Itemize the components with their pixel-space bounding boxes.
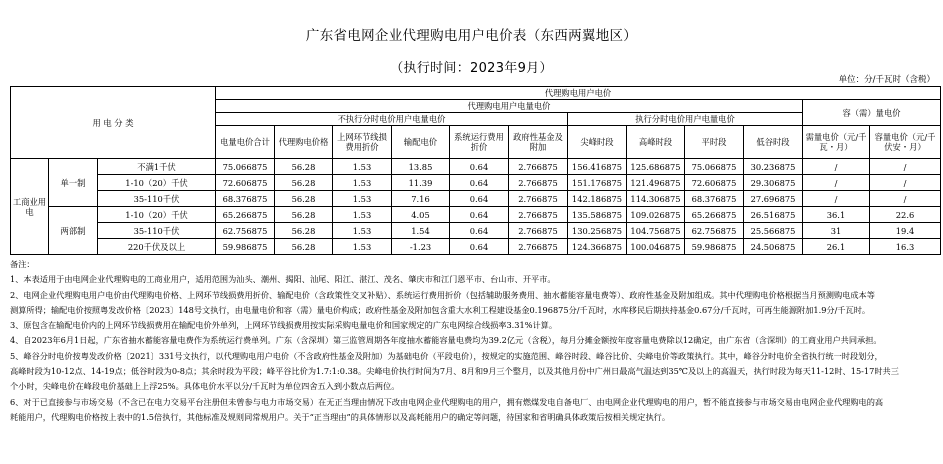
table-row xyxy=(11,159,941,175)
note-line: 4、自2023年6月1日起，广东省抽水蓄能容量电费作为系统运行费单列。广东（含深圳）第三监管周期各年度抽水蓄能容量电费均为39.2亿元（含税），每月分摊金额按年度容量电费除以12确定，由广东省（含深圳）的工商业用户共同承担。 xyxy=(10,335,882,346)
cell: 68.376875 xyxy=(685,191,744,207)
col-header: 容量电价（元/千伏安・月） xyxy=(870,126,941,159)
note-line: 6、对于已直接参与市场交易（不含已在电力交易平台注册但未曾参与电力市场交易）在无正当理由情况下改由电网企业代理购电的用户，拥有燃煤发电自备电厂、由电网企业代理购电的用户，暂不能直接参与市场交易由电网企业代理购电的高 xyxy=(10,396,884,407)
subgroup-cell: 两部制 xyxy=(49,207,98,255)
table-row xyxy=(11,191,941,207)
cell: 124.366875 xyxy=(568,239,627,255)
cell: 142.186875 xyxy=(568,191,627,207)
cell: 0.64 xyxy=(450,223,509,239)
category-cell: 工商业用电 xyxy=(11,159,49,255)
cell: 0.64 xyxy=(450,207,509,223)
cell: 0.64 xyxy=(450,159,509,175)
col-header: 输配电价 xyxy=(392,126,450,159)
group-agency-price: 代理购电用户电价 xyxy=(216,87,941,100)
cell: 72.606875 xyxy=(216,175,275,191)
cell: 62.756875 xyxy=(216,223,275,239)
voltage-cell: 1-10（20）千伏 xyxy=(98,175,216,191)
col-header: 需量电价（元/千瓦・月） xyxy=(803,126,870,159)
cell: 16.3 xyxy=(870,239,941,255)
cell: 0.64 xyxy=(450,175,509,191)
cell: 114.306875 xyxy=(627,191,685,207)
cell: / xyxy=(803,175,870,191)
cell: 56.28 xyxy=(275,207,333,223)
price-table xyxy=(10,86,941,255)
col-header: 政府性基金及附加 xyxy=(509,126,568,159)
cell: 26.1 xyxy=(803,239,870,255)
cell: 24.506875 xyxy=(744,239,803,255)
group-tou: 执行分时电价用户电量电价 xyxy=(568,113,803,126)
cell: 13.85 xyxy=(392,159,450,175)
cell: 2.766875 xyxy=(509,175,568,191)
note-line: 5、峰谷分时电价按粤发改价格〔2021〕331号文执行，以代理购电用户电价（不含政府性基金及附加）为基础电价（平段电价），按规定的实施范围、峰谷时段、峰谷比价、尖峰电价等政策执行。其中，峰谷分时电价全省执行统一时段划分， xyxy=(10,350,883,361)
cell: 121.496875 xyxy=(627,175,685,191)
notes-section xyxy=(10,257,940,425)
col-header: 代理购电价格 xyxy=(275,126,333,159)
cell: 2.766875 xyxy=(509,239,568,255)
table-row xyxy=(11,207,941,223)
cell: 27.696875 xyxy=(744,191,803,207)
cell: 2.766875 xyxy=(509,159,568,175)
subgroup-cell: 单一制 xyxy=(49,159,98,207)
cell: 7.16 xyxy=(392,191,450,207)
cell: 1.53 xyxy=(333,239,392,255)
cell: 36.1 xyxy=(803,207,870,223)
cell: 0.64 xyxy=(450,239,509,255)
cell: 56.28 xyxy=(275,191,333,207)
voltage-cell: 1-10（20）千伏 xyxy=(98,207,216,223)
cell: 2.766875 xyxy=(509,207,568,223)
table-row xyxy=(11,239,941,255)
cell: 25.566875 xyxy=(744,223,803,239)
cell: / xyxy=(870,175,941,191)
col-header: 上网环节线损费用折价 xyxy=(333,126,392,159)
table-row xyxy=(11,223,941,239)
voltage-cell: 220千伏及以上 xyxy=(98,239,216,255)
cell: 1.53 xyxy=(333,223,392,239)
cell: 59.986875 xyxy=(685,239,744,255)
note-line: 测算所得；输配电价按照粤发改价格〔2023〕148号文执行，由电量电价和容（需）量电价构成；政府性基金及附加包含重大水利工程建设基金0.196875分/千瓦时，水库移民后期扶持基金0.67分/千瓦时，可再生能源附加1.9分/千瓦时。 xyxy=(10,304,871,315)
cell: 1.53 xyxy=(333,191,392,207)
cell: 68.376875 xyxy=(216,191,275,207)
col-header: 平时段 xyxy=(685,126,744,159)
cell: 26.516875 xyxy=(744,207,803,223)
cell: 56.28 xyxy=(275,159,333,175)
note-line: 高峰时段为10-12点、14-19点；低谷时段为0-8点；其余时段为平段；峰平谷比价为1.7:1:0.38。尖峰电价执行时间为7月、8月和9月三个整月，以及其他月份中广州日最高气温达到35℃及以上的高温天，执行时段为每天11-12时、15-17时共三 xyxy=(10,366,899,377)
cell: / xyxy=(870,159,941,175)
voltage-cell: 35-110千伏 xyxy=(98,223,216,239)
col-header: 系统运行费用折价 xyxy=(450,126,509,159)
cell: 11.39 xyxy=(392,175,450,191)
cell: 65.266875 xyxy=(216,207,275,223)
note-line: 3、原包含在输配电价内的上网环节线损费用在输配电价外单列，上网环节线损费用按实际采购电量电价和国家规定的广东电网综合线损率3.31%计算。 xyxy=(10,320,558,331)
note-line: 耗能用户，代理购电价格按上表中的1.5倍执行，其他标准及规则同常规用户。关于“正当理由”的具体情形以及高耗能用户的确定等问题，待国家和省明确具体政策后按相关规定执行。 xyxy=(10,411,671,422)
cell: 135.586875 xyxy=(568,207,627,223)
cell: 56.28 xyxy=(275,175,333,191)
voltage-cell: 不满1千伏 xyxy=(98,159,216,175)
cell: 2.766875 xyxy=(509,191,568,207)
page-title: 广东省电网企业代理购电用户电价表（东西两翼地区） xyxy=(305,28,638,44)
cell: / xyxy=(870,191,941,207)
cell: 72.606875 xyxy=(685,175,744,191)
effective-date: （执行时间：2023年9月） xyxy=(390,61,553,76)
cell: 1.54 xyxy=(392,223,450,239)
cell: 2.766875 xyxy=(509,223,568,239)
cell: 31 xyxy=(803,223,870,239)
group-energy-price: 代理购电用户电量电价 xyxy=(216,100,803,113)
col-header: 电量电价合计 xyxy=(216,126,275,159)
cell: 56.28 xyxy=(275,223,333,239)
cell: 0.64 xyxy=(450,191,509,207)
group-capacity-price: 容（需）量电价 xyxy=(803,100,941,126)
category-header xyxy=(11,87,216,159)
notes-label: 备注： xyxy=(10,259,35,269)
cell: 1.53 xyxy=(333,207,392,223)
voltage-cell: 35-110千伏 xyxy=(98,191,216,207)
cell: -1.23 xyxy=(392,239,450,255)
cell: 109.026875 xyxy=(627,207,685,223)
note-line: 1、本表适用于由电网企业代理购电的工商业用户，适用范围为汕头、潮州、揭阳、汕尾、阳江、湛江、茂名、肇庆市和江门恩平市、台山市、开平市。 xyxy=(10,274,556,285)
cell: / xyxy=(803,191,870,207)
cell: 75.066875 xyxy=(216,159,275,175)
cell: 1.53 xyxy=(333,175,392,191)
cell: 30.236875 xyxy=(744,159,803,175)
cell: 62.756875 xyxy=(685,223,744,239)
cell: 59.986875 xyxy=(216,239,275,255)
cell: 156.416875 xyxy=(568,159,627,175)
col-header: 高峰时段 xyxy=(627,126,685,159)
cell: 75.066875 xyxy=(685,159,744,175)
group-non-tou: 不执行分时电价用户电量电价 xyxy=(216,113,568,126)
note-line: 个小时，尖峰电价在峰段电价基础上上浮25%。具体电价水平以分/千瓦时为单位四舍五入到小数点后两位。 xyxy=(10,381,400,392)
cell: 125.686875 xyxy=(627,159,685,175)
col-header: 低谷时段 xyxy=(744,126,803,159)
cell: 151.176875 xyxy=(568,175,627,191)
cell: / xyxy=(803,159,870,175)
cell: 4.05 xyxy=(392,207,450,223)
cell: 1.53 xyxy=(333,159,392,175)
cell: 22.6 xyxy=(870,207,941,223)
cell: 104.756875 xyxy=(627,223,685,239)
unit-label: 单位：分/千瓦时（含税） xyxy=(838,75,935,85)
cell: 19.4 xyxy=(870,223,941,239)
cell: 56.28 xyxy=(275,239,333,255)
cell: 130.256875 xyxy=(568,223,627,239)
cell: 100.046875 xyxy=(627,239,685,255)
col-header: 尖峰时段 xyxy=(568,126,627,159)
note-line: 2、电网企业代理购电用户电价由代理购电价格、上网环节线损费用折价、输配电价（含政策性交叉补贴）、系统运行费用折价（包括辅助服务费用、抽水蓄能容量电费等）、政府性基金及附加组成。其中代理购电价格根据当月预测购电成本等 xyxy=(10,289,875,300)
table-row xyxy=(11,175,941,191)
category-header-label: 用 电 分 类 xyxy=(92,117,134,128)
cell: 65.266875 xyxy=(685,207,744,223)
cell: 29.306875 xyxy=(744,175,803,191)
